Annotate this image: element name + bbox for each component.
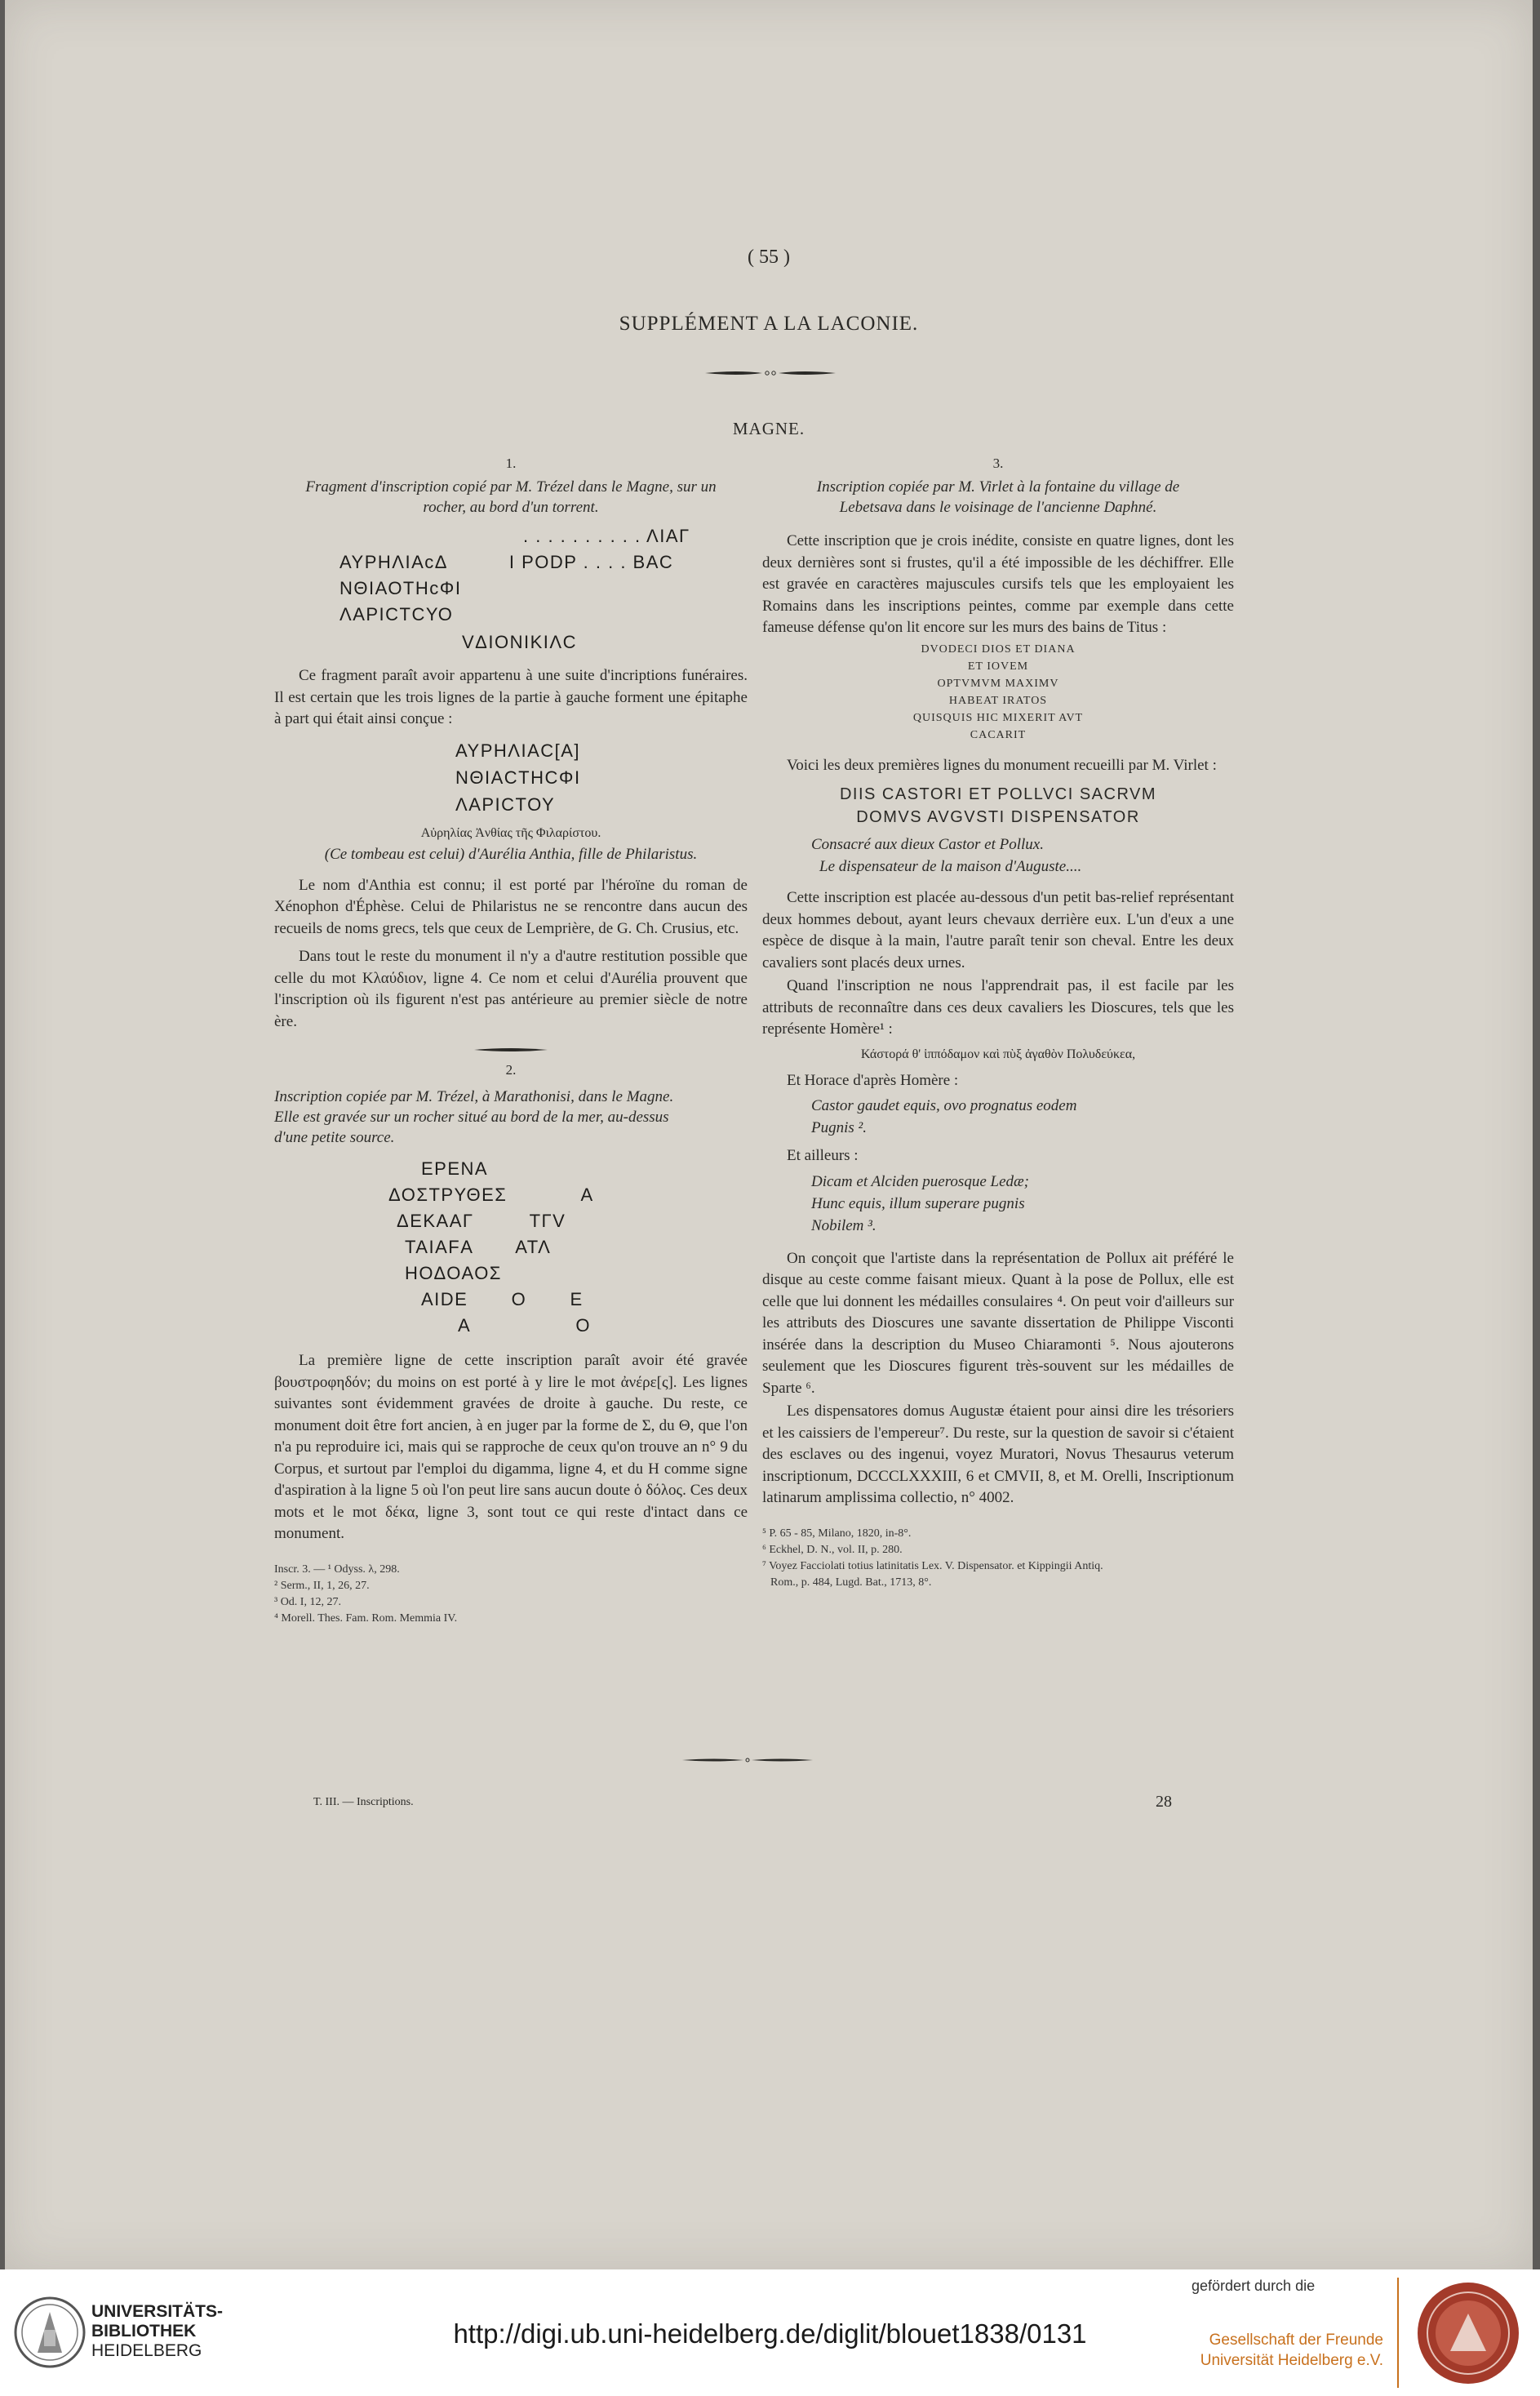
inscription-2-number: 2.	[505, 1062, 517, 1078]
permalink-url[interactable]: http://digi.ub.uni-heidelberg.de/diglit/blouet1838/0131	[453, 2318, 1087, 2349]
library-name: UNIVERSITÄTS- BIBLIOTHEK HEIDELBERG	[91, 2302, 224, 2360]
sponsor-name: Gesellschaft der Freunde Universität Heidelberg e.V.	[1200, 2332, 1383, 2369]
inscription-3-number: 3.	[992, 456, 1004, 471]
paragraph: Et ailleurs :	[787, 1147, 859, 1164]
footnotes-left: Inscr. 3. — ¹ Odyss. λ, 298. ² Serm., II, 1, 26, 27. ³ Od. I, 12, 27. ⁴ Morell. Thes. Fam. Rom. Memmia IV.	[274, 1563, 458, 1625]
paragraph: Ce fragment paraît avoir appartenu à une suite d'incriptions funéraires. Il est certain que les trois lignes de la partie à gauche forment une épitaphe à part qui était ainsi conçue :	[274, 667, 748, 727]
restored-text: ΑΥΡΗΛΙΑC[Α] ΝΘΙΑCΤΗCΦΙ ΛΑΡΙCΤΟΥ	[455, 740, 581, 815]
inscription-1-lines: . . . . . . . . . . ΛΙΑΓ ΑΥΡΗΛΙΑcΔ Ι PODP . . . . BAC ΝΘΙΑΟΤΗcΦΙ ΛΑΡΙCΤCΥΟ VΔΙΟΝΙΚΙΛC	[340, 526, 690, 652]
inscription-3-caption: Inscription copiée par M. Virlet à la fontaine du village de Lebetsava dans le voisinage de l'ancienne Daphné.	[816, 478, 1180, 516]
paragraph: On conçoit que l'artiste dans la représentation de Pollux ait préféré le disque au ceste comme faisant mieux. Quant à la pose de Pollux, elle est celle que lui donnent les médailles consulaires ⁴. On peut voir d'ailleurs sur les attributs des Dioscures une savante dissertation de Philippe Visconti insérée dans la description du Museo Chiaramonti ⁵. Nous ajouterons seulement que les Dioscures figurent très-souvent sur les médailles de Sparte ⁶.	[762, 1249, 1234, 1397]
title-ornament	[705, 367, 836, 379]
page-title: SUPPLÉMENT A LA LACONIE.	[619, 313, 919, 335]
translation: (Ce tombeau est celui) d'Aurélia Anthia, fille de Philaristus.	[324, 845, 698, 863]
bottom-ornament	[682, 1755, 813, 1765]
verse-quote: Dicam et Alciden puerosque Ledæ; Hunc equis, illum superare pugnis Nobilem ³.	[811, 1172, 1030, 1234]
monument-text: DIIS CASTORI ET POLLVCI SACRVM DOMVS AVGVSTI DISPENSATOR	[839, 785, 1157, 826]
society-seal-icon	[1416, 2281, 1520, 2385]
page-number: ( 55 )	[748, 247, 790, 268]
paragraph: Cette inscription est placée au-dessous d'un petit bas-relief représentant deux hommes debout, ayant leurs chevaux derrière eux. L'un d'eux a une espèce de disque à la main, l'autre paraît tenir son cheval. Entre les deux cavaliers sont placés deux urnes.	[762, 889, 1234, 971]
right-column	[762, 449, 1234, 1591]
sponsor-label: gefördert durch die	[1192, 2278, 1316, 2294]
paragraph: Quand l'inscription ne nous l'apprendrait pas, il est facile par les attributs de reconnaître dans ces deux cavaliers les Dioscures, tels que les représente Homère¹ :	[762, 977, 1234, 1038]
paragraph: Voici les deux premières lignes du monument recueilli par M. Virlet :	[787, 756, 1217, 774]
section-title: MAGNE.	[732, 419, 806, 438]
verse-quote: Castor gaudet equis, ovo prognatus eodem Pugnis ².	[811, 1097, 1077, 1136]
inscription-2-lines: ΕΡΕΝΑ ΔΟΣΤΡΥΘΕΣ Α ΔΕΚΑΑΓ ΤΓV ΤΑΙΑFΑ ΑΤΛ ΗΟΔΟΑΟΣ ΑΙDΕ Ο Ε Α Ο	[388, 1158, 594, 1336]
paragraph: La première ligne de cette inscription paraît avoir été gravée βουστροφηδόν; du moins on est porté à y lire le mot ἀνέρε[ς]. Les lignes suivantes sont évidemment gravées de droite à gauche. Du reste, ce monument doit être fort ancien, à en juger par la forme de Σ, du Θ, que l'on n'a pu reproduire ici, mais qui se rapproche de ceux qu'on trouve an n° 9 du Corpus, et surtout par l'emploi du digamma, ligne 4, et du H comme signe d'aspiration à la ligne 5 où l'on peut lire sans aucun doute ὁ δόλος. Ces deux mots et le mot δέκα, ligne 3, sont tout ce qui reste d'intact dans ce monument.	[274, 1352, 748, 1542]
footnotes-right: ⁵ P. 65 - 85, Milano, 1820, in-8°. ⁶ Eckhel, D. N., vol. II, p. 280. ⁷ Voyez Facciolati totius latinitatis Lex. V. Dispensator. et Kippingii Antiq. Rom., p. 484, Lugd. Bat., 1713, 8°.	[762, 1527, 1103, 1589]
left-column	[274, 449, 748, 1627]
library-footer	[0, 2269, 1540, 2396]
homer-quote: Κάστορά θ' ἱππόδαμον καὶ πὺξ ἀγαθὸν Πολυδεύκεα,	[860, 1047, 1136, 1061]
greek-transcription: Αὐρηλίας Ἀνθίας τῆς Φιλαρίστου.	[420, 825, 601, 840]
monument-translation: Consacré aux dieux Castor et Pollux. Le dispensateur de la maison d'Auguste....	[811, 836, 1082, 875]
page-footer-left: T. III. — Inscriptions.	[313, 1796, 414, 1808]
paragraph: Les dispensatores domus Augustæ étaient pour ainsi dire les trésoriers et les caissiers de l'empereur⁷. Du reste, sur la question de savoir si c'étaient des esclaves ou des ingenui, voyez Muratori, Novus Thesaurus veterum inscriptionum, DCCCLXXXIII, 6 et CMVII, 8, et M. Orelli, Inscriptionum latinarum amplissima collectio, n° 4002.	[762, 1402, 1234, 1506]
section-divider	[474, 1046, 548, 1054]
inscription-2-caption: Inscription copiée par M. Trézel, à Marathonisi, dans le Magne. Elle est gravée sur un rocher situé au bord de la mer, au-dessus d'une petite source.	[274, 1088, 674, 1146]
inscription-1-caption: Fragment d'inscription copié par M. Trézel dans le Magne, sur un rocher, au bord d'un torrent.	[305, 478, 717, 516]
paragraph: Et Horace d'après Homère :	[787, 1071, 959, 1089]
paragraph: Cette inscription que je crois inédite, consiste en quatre lignes, dont les deux dernières sont si frustes, qu'il a été impossible de les déchiffrer. Elle est gravée en caractères majuscules cursifs tels que les employaient les Romains dans les inscriptions peintes, comme par exemple dans cette fameuse défense qu'on lit encore sur les murs des bains de Titus :	[762, 532, 1234, 636]
inscription-1-number: 1.	[505, 456, 517, 471]
page-footer-right: 28	[1156, 1793, 1172, 1811]
latin-inscription: DVODECI DIOS ET DIANA ET IOVEM OPTVMVM MAXIMV HABEAT IRATOS QUISQUIS HIC MIXERIT AVT CACARIT	[912, 642, 1084, 741]
scanned-page	[5, 0, 1533, 2269]
sponsor-divider	[1397, 2278, 1399, 2388]
paragraph: Dans tout le reste du monument il n'y a d'autre restitution possible que celle du mot Κλαύδιον, ligne 4. Ce nom et celui d'Aurélia prouvent que l'inscription où ils figurent n'est pas antérieure au premier siècle de notre ère.	[274, 948, 748, 1030]
paragraph: Le nom d'Anthia est connu; il est porté par l'héroïne du roman de Xénophon d'Éphèse. Celui de Philaristus ne se rencontre dans aucun des recueils de noms grecs, tels que ceux de Lemprière, de G. Ch. Crusius, etc.	[274, 876, 748, 937]
